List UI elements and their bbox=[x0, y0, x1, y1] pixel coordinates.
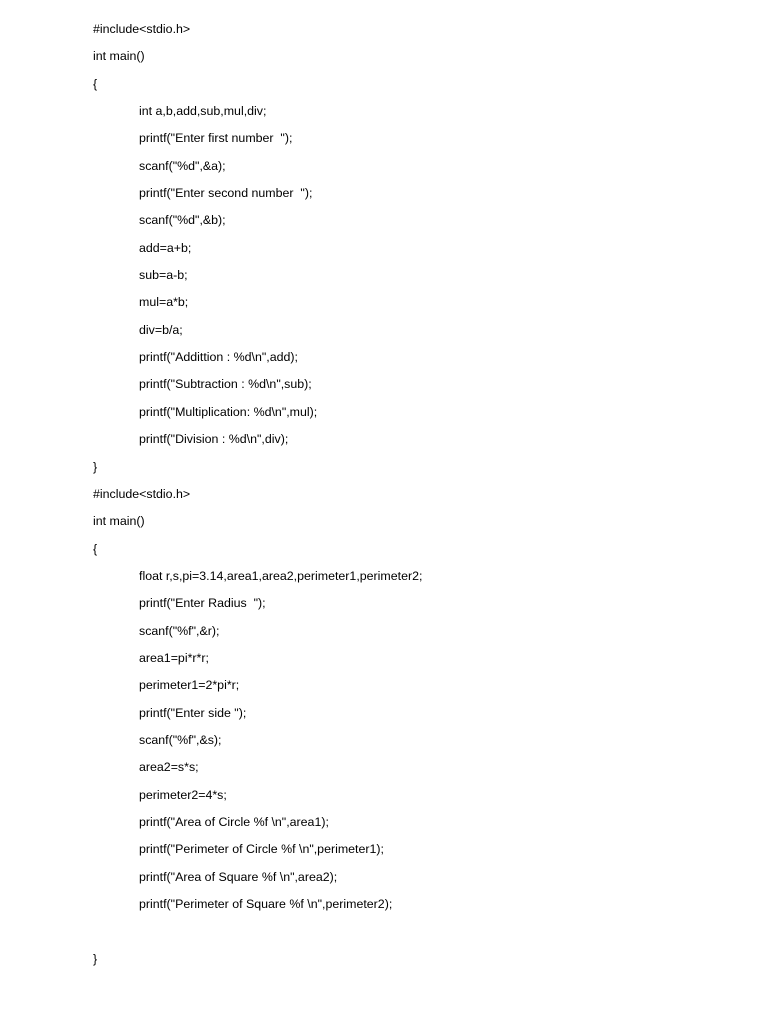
program1-open-brace: { bbox=[93, 76, 98, 91]
code-listing bbox=[93, 16, 733, 973]
blank-line bbox=[93, 918, 733, 945]
program1-code-line: mul=a*b; bbox=[139, 295, 189, 310]
program1-code-line: printf("Addittion : %d\n",add); bbox=[139, 350, 298, 365]
program1-include: #include<stdio.h> bbox=[93, 22, 191, 36]
program1-code-line: printf("Subtraction : %d\n",sub); bbox=[139, 377, 312, 392]
program2-code-line: float r,s,pi=3.14,area1,area2,perimeter1,perimeter2; bbox=[139, 568, 423, 583]
program2-open-brace: { bbox=[93, 541, 98, 556]
program1-code-line: add=a+b; bbox=[139, 240, 192, 255]
program1-code-line: printf("Enter second number "); bbox=[139, 186, 313, 201]
program1-main-signature: int main() bbox=[93, 49, 145, 64]
program2-code-line: area2=s*s; bbox=[139, 760, 199, 775]
program2-code-line: printf("Perimeter of Circle %f \n",perimeter1); bbox=[139, 842, 384, 857]
program2-include: #include<stdio.h> bbox=[93, 486, 191, 501]
program2-close-brace: } bbox=[93, 951, 98, 966]
program2-code-line: scanf("%f",&r); bbox=[139, 623, 220, 638]
program1-code-line: int a,b,add,sub,mul,div; bbox=[139, 104, 267, 119]
program2-code-line: printf("Enter side "); bbox=[139, 705, 247, 720]
program2-main-signature: int main() bbox=[93, 514, 145, 529]
program2-code-line: area1=pi*r*r; bbox=[139, 650, 209, 665]
program1-code-line: printf("Division : %d\n",div); bbox=[139, 432, 289, 447]
program2-code-line: perimeter1=2*pi*r; bbox=[139, 678, 240, 693]
program2-code-line: printf("Area of Square %f \n",area2); bbox=[139, 869, 338, 884]
program2-code-line: printf("Enter Radius "); bbox=[139, 596, 266, 611]
program1-code-line: div=b/a; bbox=[139, 322, 183, 337]
program1-code-line: printf("Enter first number "); bbox=[139, 131, 293, 146]
program2-code-line: printf("Perimeter of Square %f \n",perimeter2); bbox=[139, 897, 393, 911]
program1-close-brace: } bbox=[93, 459, 98, 474]
program1-code-line: scanf("%d",&a); bbox=[139, 158, 226, 173]
program1-code-line: scanf("%d",&b); bbox=[139, 213, 226, 228]
program1-code-line: printf("Multiplication: %d\n",mul); bbox=[139, 404, 318, 419]
program2-code-line: perimeter2=4*s; bbox=[139, 787, 227, 802]
program2-code-line: printf("Area of Circle %f \n",area1); bbox=[139, 814, 329, 829]
program1-code-line: sub=a-b; bbox=[139, 268, 188, 283]
program2-code-line: scanf("%f",&s); bbox=[139, 732, 222, 747]
